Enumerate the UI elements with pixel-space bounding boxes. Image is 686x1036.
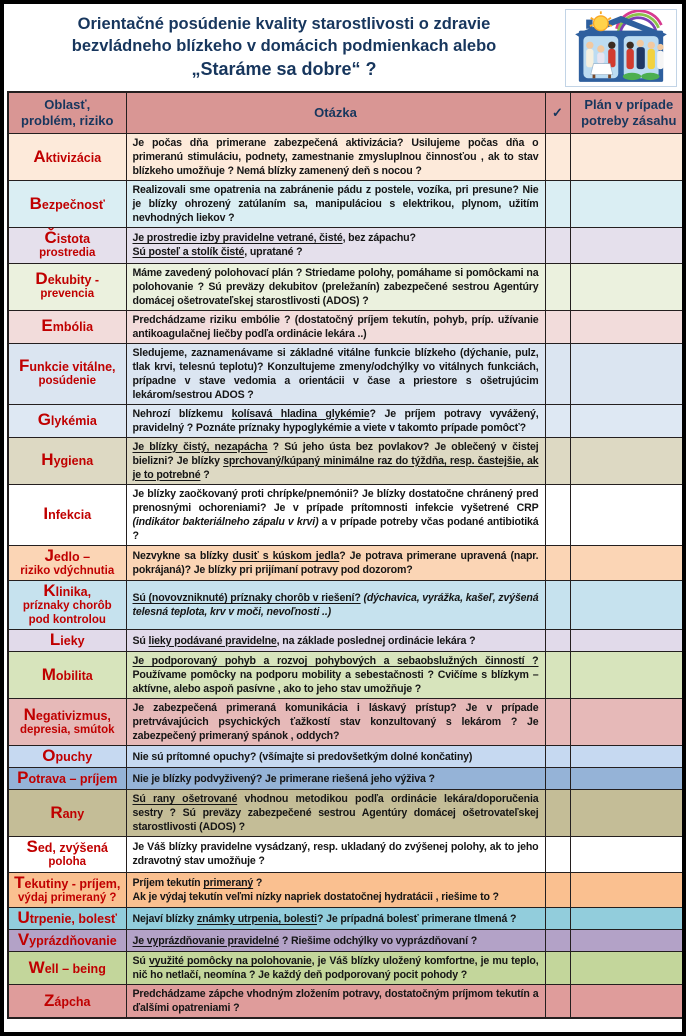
table-body (8, 134, 686, 1019)
question-cell: Sú využité pomôcky na polohovanie, je Váš blízky uložený komfortne, je mu teplo, nič ho netlačí, neomína ? Je každý deň podporovaný pocit pohody ? (126, 952, 545, 985)
checkmark-cell[interactable] (545, 790, 570, 837)
area-initial-letter: G (37, 410, 51, 429)
area-label-subtext: príznaky chorôb pod kontrolou (22, 600, 112, 626)
checkmark-icon: ✓ (552, 105, 563, 120)
plan-cell[interactable] (570, 228, 686, 264)
plan-cell[interactable] (570, 134, 686, 181)
question-cell: Je prostredie izby pravidelne vetrané, čisté, bez zápachu? Sú posteľ a stolík čisté, upratané ? (126, 228, 545, 264)
area-label-text: otrava – príjem (28, 772, 118, 786)
area-label-cell (8, 908, 126, 930)
area-label-text: ygiena (53, 454, 94, 468)
checkmark-cell[interactable] (545, 630, 570, 652)
assessment-table (7, 91, 686, 1019)
table-row (8, 768, 686, 790)
area-label-subtext: riziko vdýchnutia (20, 564, 115, 577)
area-label-text: istota (56, 232, 91, 246)
checkmark-cell[interactable] (545, 437, 570, 484)
area-label-subtext: poloha (48, 856, 87, 868)
area-label-cell (8, 837, 126, 873)
table-row (8, 652, 686, 699)
plan-cell[interactable] (570, 872, 686, 908)
table-row (8, 228, 686, 264)
plan-cell[interactable] (570, 310, 686, 343)
table-row (8, 437, 686, 484)
table-row (8, 952, 686, 985)
table-row (8, 310, 686, 343)
page-title (7, 13, 561, 81)
area-label-cell (8, 630, 126, 652)
area-label-text: ell – being (44, 961, 106, 976)
area-label-cell (8, 581, 126, 630)
question-cell: Nehrozí blízkemu kolísavá hladina glykémie? Je príjem potravy vyvážený, pravidelný ? Poznáte príznaky hypoglykémie a viete v takomto prípade pomôcť? (126, 404, 545, 437)
area-label-subtext: depresia, smútok (19, 723, 115, 736)
checkmark-cell[interactable] (545, 263, 570, 310)
area-label-cell (8, 228, 126, 264)
area-label-text: ed, zvýšená (37, 841, 109, 855)
checkmark-cell[interactable] (545, 581, 570, 630)
checkmark-cell[interactable] (545, 985, 570, 1019)
area-label-text: ápcha (54, 994, 91, 1009)
area-initial-letter: B (29, 193, 42, 213)
checkmark-cell[interactable] (545, 699, 570, 746)
question-cell: Je blízky zaočkovaný proti chrípke/pnemónii? Je blízky dostatočne chránený pred prenosnými ochoreniami? Je v prípade prítomnosti infekcie vyšetrené CRP (indikátor bakteriálneho zápalu v krvi) a v prípade potreby včas podané antibiotiká ? (126, 484, 545, 545)
area-label-cell (8, 652, 126, 699)
checkmark-cell[interactable] (545, 545, 570, 581)
area-label-text: yprázdňovanie (29, 934, 117, 948)
area-label-text: edlo – (53, 549, 91, 564)
table-row (8, 837, 686, 873)
area-label-text: ktivizácia (45, 150, 102, 165)
area-label-text: obilita (55, 668, 93, 683)
plan-cell[interactable] (570, 581, 686, 630)
area-label-text: mbólia (52, 320, 94, 334)
question-cell: Je zabezpečená primeraná komunikácia i láskavý prístup? Je v prípade pretrvávajúcich psychických ťažkostí stav konzultovaný s lekárom ? Je zabezpečený primeraný spánok , oddych? (126, 699, 545, 746)
table-row (8, 908, 686, 930)
area-label-cell (8, 545, 126, 581)
question-cell: Je podporovaný pohyb a rozvoj pohybových a sebaobslužných činností ? Používame pomôcky na podporu mobility a sebestačnosti ? Cvičíme s blízkym – aktívne, alebo aspoň pasívne , ako to jeho stav umožňuje ? (126, 652, 545, 699)
area-initial-letter: J (44, 545, 54, 565)
area-initial-letter: M (41, 664, 56, 684)
area-label-text: ekutiny - príjem, (24, 876, 121, 891)
area-initial-letter: H (41, 450, 54, 469)
area-label-text: egativizmus, (35, 708, 111, 723)
table-row (8, 404, 686, 437)
area-initial-letter: Č (44, 228, 57, 247)
area-initial-letter: K (43, 581, 56, 600)
table-row (8, 699, 686, 746)
question-cell: Predchádzame riziku embólie ? (dostatočný príjem tekutín, pohyb, príp. užívanie antikoagulačnej liečby podľa ordinácie lekára ..) (126, 310, 545, 343)
area-initial-letter: V (17, 930, 30, 949)
plan-cell[interactable] (570, 790, 686, 837)
area-initial-letter: Z (43, 990, 55, 1010)
table-row (8, 630, 686, 652)
checkmark-cell[interactable] (545, 228, 570, 264)
question-cell: Sú rany ošetrované vhodnou metodikou podľa ordinácie lekára/doporučenia sestry ? Sú preväzy zabezpečené sestrou Agentúry domácej ošetrovateľskej starostlivosti (ADOS) ? (126, 790, 545, 837)
col-header-plan (570, 92, 686, 134)
col-header-plan-line1: Plán v prípade (584, 97, 674, 112)
checkmark-cell[interactable] (545, 768, 570, 790)
area-label-text: unkcie vitálne, (29, 360, 116, 375)
area-label-cell (8, 952, 126, 985)
area-label-subtext: prostredia (39, 247, 96, 259)
table-row (8, 343, 686, 404)
table-row (8, 134, 686, 181)
checkmark-cell[interactable] (545, 930, 570, 952)
area-label-text: puchy (55, 750, 93, 764)
area-initial-letter: I (43, 504, 49, 523)
table-row (8, 484, 686, 545)
col-header-checkmark (545, 92, 570, 134)
area-initial-letter: E (41, 316, 53, 335)
area-initial-letter: U (17, 908, 30, 927)
plan-cell[interactable] (570, 545, 686, 581)
area-initial-letter: P (17, 768, 29, 787)
area-label-cell (8, 181, 126, 228)
area-label-text: nfekcia (48, 508, 92, 522)
area-initial-letter: S (26, 837, 38, 856)
area-label-subtext: prevencia (40, 288, 95, 301)
area-label-cell (8, 437, 126, 484)
area-label-cell (8, 930, 126, 952)
question-cell: Máme zavedený polohovací plán ? Striedame polohy, pomáhame si pomôckami na polohovanie ? Sú preväzy dekubitov (preležanín) zabezpečené sestrou Agentúry domácej ošetrovateľskej starostlivosti (ADOS) ? (126, 263, 545, 310)
table-row (8, 746, 686, 768)
question-cell: Nezvykne sa blízky dusiť s kúskom jedla? Je potrava primerane upravená (napr. pokrájaná)? Je blízky pri prijímaní potravy pod dozorom? (126, 545, 545, 581)
checkmark-cell[interactable] (545, 908, 570, 930)
area-initial-letter: O (42, 746, 56, 765)
checkmark-cell[interactable] (545, 134, 570, 181)
question-cell: Nie je blízky podvyživený? Je primerane riešená jeho výživa ? (126, 768, 545, 790)
question-cell: Sledujeme, zaznamenávame si základné vitálne funkcie blízkeho (dýchanie, pulz, tlak krvi, telesnú teplotu)? Konzultujeme zmeny/odchýlky vo vitálnych funkciách, prípadne v stave vedomia a orientácii v čase a priestore s ošetrujúcim lekárom/sestrou ADOS ? (126, 343, 545, 404)
family-house-clipart-icon (566, 10, 676, 86)
area-label-text: ezpečnosť (41, 197, 105, 212)
plan-cell[interactable] (570, 768, 686, 790)
checkmark-cell[interactable] (545, 484, 570, 545)
col-header-area-line2: problém, riziko (21, 113, 114, 128)
plan-cell[interactable] (570, 952, 686, 985)
table-row (8, 872, 686, 908)
table-header-row (8, 92, 686, 134)
table-row (8, 790, 686, 837)
plan-cell[interactable] (570, 699, 686, 746)
area-label-text: ieky (60, 634, 85, 648)
area-label-cell (8, 404, 126, 437)
checkmark-cell[interactable] (545, 952, 570, 985)
area-initial-letter: D (35, 269, 48, 289)
plan-cell[interactable] (570, 437, 686, 484)
table-row (8, 545, 686, 581)
col-header-area-line1: Oblasť, (44, 97, 91, 112)
area-label-cell (8, 746, 126, 768)
plan-cell[interactable] (570, 404, 686, 437)
title-line-1: Orientačné posúdenie kvality starostlivosti o zdravie (77, 15, 491, 33)
question-cell: Nie sú prítomné opuchy? (všímajte si predovšetkým dolné končatiny) (126, 746, 545, 768)
area-initial-letter: F (18, 356, 30, 376)
title-block (7, 7, 679, 91)
area-initial-letter: A (33, 146, 46, 166)
area-initial-letter: N (23, 704, 36, 724)
area-label-text: linika, (55, 585, 92, 599)
plan-cell[interactable] (570, 985, 686, 1019)
checkmark-cell[interactable] (545, 837, 570, 873)
area-initial-letter: L (49, 630, 61, 649)
area-label-cell (8, 699, 126, 746)
area-label-subtext: posúdenie (38, 375, 96, 388)
table-row (8, 581, 686, 630)
col-header-plan-line2: potreby zásahu (581, 113, 677, 128)
area-label-text: ekubity - (47, 273, 100, 288)
plan-cell[interactable] (570, 484, 686, 545)
plan-cell[interactable] (570, 343, 686, 404)
area-initial-letter: T (14, 872, 25, 892)
area-label-cell (8, 310, 126, 343)
area-initial-letter: R (50, 802, 63, 822)
col-header-area (8, 92, 126, 134)
checkmark-cell[interactable] (545, 404, 570, 437)
table-row (8, 985, 686, 1019)
area-label-cell (8, 484, 126, 545)
checkmark-cell[interactable] (545, 652, 570, 699)
question-cell: Je vyprázdňovanie pravidelné ? Riešime odchýlky vo vyprázdňovaní ? (126, 930, 545, 952)
question-cell: Nejaví blízky známky utrpenia, bolesti? Je prípadná bolesť primerane tlmená ? (126, 908, 545, 930)
table-row (8, 263, 686, 310)
question-cell: Príjem tekutín primeraný ? Ak je výdaj tekutín veľmi nízky napriek dostatočnej hydratácii , riešime to ? (126, 872, 545, 908)
plan-cell[interactable] (570, 630, 686, 652)
area-label-subtext: výdaj primeraný ? (18, 891, 117, 904)
checkmark-cell[interactable] (545, 746, 570, 768)
plan-cell[interactable] (570, 930, 686, 952)
area-label-text: any (62, 806, 85, 821)
area-label-cell (8, 263, 126, 310)
area-label-text: trpenie, bolesť (29, 912, 118, 926)
table-row (8, 181, 686, 228)
area-label-cell (8, 768, 126, 790)
question-cell: Predchádzame zápche vhodným zložením potravy, dostatočným príjmom tekutín a ďalšími opatreniami ? (126, 985, 545, 1019)
family-house-logo (565, 9, 677, 87)
checkmark-cell[interactable] (545, 872, 570, 908)
area-label-cell (8, 872, 126, 908)
question-cell: Sú (novovzniknuté) príznaky chorôb v riešení? (dýchavica, vyrážka, kašeľ, zvýšená telesná teplota, krv v moči, nevoľnosti ..) (126, 581, 545, 630)
plan-cell[interactable] (570, 181, 686, 228)
checkmark-cell[interactable] (545, 343, 570, 404)
area-label-cell (8, 790, 126, 837)
question-cell: Je počas dňa primerane zabezpečená aktivizácia? Usilujeme počas dňa o primeranú stimuláciu, podnety, zamestnanie zmysluplnou činnosťou , ak to stav blízkeho umožňuje ? Nemá blízky zamenený deň s nocou ? (126, 134, 545, 181)
title-line-2: bezvládneho blízkeho v domácich podmienkach alebo (71, 37, 497, 55)
plan-cell[interactable] (570, 837, 686, 873)
checkmark-cell[interactable] (545, 181, 570, 228)
question-cell: Je blízky čistý, nezapácha ? Sú jeho ústa bez povlakov? Je oblečený v čistej bielizni? Je blízky sprchovaný/kúpaný minimálne raz do týždňa, resp. častejšie, ak je to potrebné ? (126, 437, 545, 484)
area-label-cell (8, 985, 126, 1019)
plan-cell[interactable] (570, 263, 686, 310)
title-line-3: „Staráme sa dobre“ ? (191, 59, 377, 79)
area-initial-letter: W (28, 957, 45, 977)
plan-cell[interactable] (570, 652, 686, 699)
area-label-text: lykémia (50, 414, 97, 428)
plan-cell[interactable] (570, 746, 686, 768)
plan-cell[interactable] (570, 908, 686, 930)
question-cell: Realizovali sme opatrenia na zabránenie pádu z postele, vozíka, pri presune? Nie je blízky ohrozený zatúlaním sa, manipuláciou s elektrikou, plynom, užitím nevhodných liekov ? (126, 181, 545, 228)
checkmark-cell[interactable] (545, 310, 570, 343)
table-row (8, 930, 686, 952)
question-cell: Sú lieky podávané pravidelne, na základe poslednej ordinácie lekára ? (126, 630, 545, 652)
area-label-cell (8, 343, 126, 404)
question-cell: Je Váš blízky pravidelne vysádzaný, resp. ukladaný do zvýšenej polohy, ak to jeho zdravotný stav umožňuje ? (126, 837, 545, 873)
col-header-question: Otázka (126, 92, 545, 134)
area-label-cell (8, 134, 126, 181)
